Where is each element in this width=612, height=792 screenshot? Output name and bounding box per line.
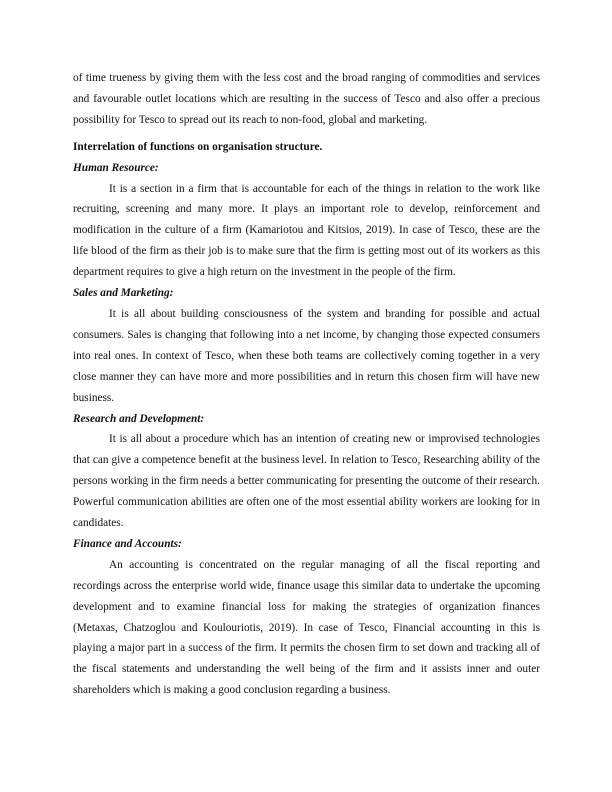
- finance-accounts-heading: Finance and Accounts:: [73, 537, 182, 550]
- human-resource-heading: Human Resource:: [73, 161, 159, 174]
- human-resource-paragraph: It is a section in a firm that is accountable for each of the things in relation to the work like recruiting, screening and many more. It plays an important role to develop, reinforcement and modification in the culture of a firm (Kamariotou and Kitsios, 2019). In case of Tesco, these are the life blood of the firm as their job is to make sure that the firm is getting most out of its workers as this department requires to give a high return on the investment in the people of the firm.: [73, 182, 540, 279]
- section-title: Interrelation of functions on organisation structure.: [73, 140, 323, 153]
- sales-marketing-paragraph: It is all about building consciousness of the system and branding for possible and actual consumers. Sales is changing that following into a net income, by changing those expected consumers into real ones. In context of Tesco, when these both teams are collectively coming together in a very close manner they can have more and more possibilities and in return this chosen firm will have new business.: [73, 307, 540, 404]
- research-development-heading: Research and Development:: [73, 412, 205, 425]
- intro-paragraph: of time trueness by giving them with the less cost and the broad ranging of commodities and services and favourable outlet locations which are resulting in the success of Tesco and also offer a precious possibility for Tesco to spread out its reach to non-food, global and marketing.: [73, 72, 540, 126]
- research-development-paragraph: It is all about a procedure which has an intention of creating new or improvised technologies that can give a competence benefit at the business level. In relation to Tesco, Researching ability of the persons working in the firm needs a better communicating for presenting the outcome of their research. Powerful communication abilities are often one of the most essential ability workers are looking for in candidates.: [73, 433, 540, 530]
- finance-accounts-paragraph: An accounting is concentrated on the regular managing of all the fiscal reporting and recordings across the enterprise world wide, finance usage this similar data to undertake the upcoming development and to examine financial loss for making the strategies of organization finances (Metaxas, Chatzoglou and Koulouriotis, 2019). In case of Tesco, Financial accounting in this is playing a major part in a success of the firm. It permits the chosen firm to set down and tracking all of the fiscal statements and understanding the well being of the firm and it assists inner and outer shareholders which is making a good conclusion regarding a business.: [73, 558, 540, 697]
- page-content: [73, 68, 540, 701]
- sales-marketing-heading: Sales and Marketing:: [73, 287, 174, 300]
